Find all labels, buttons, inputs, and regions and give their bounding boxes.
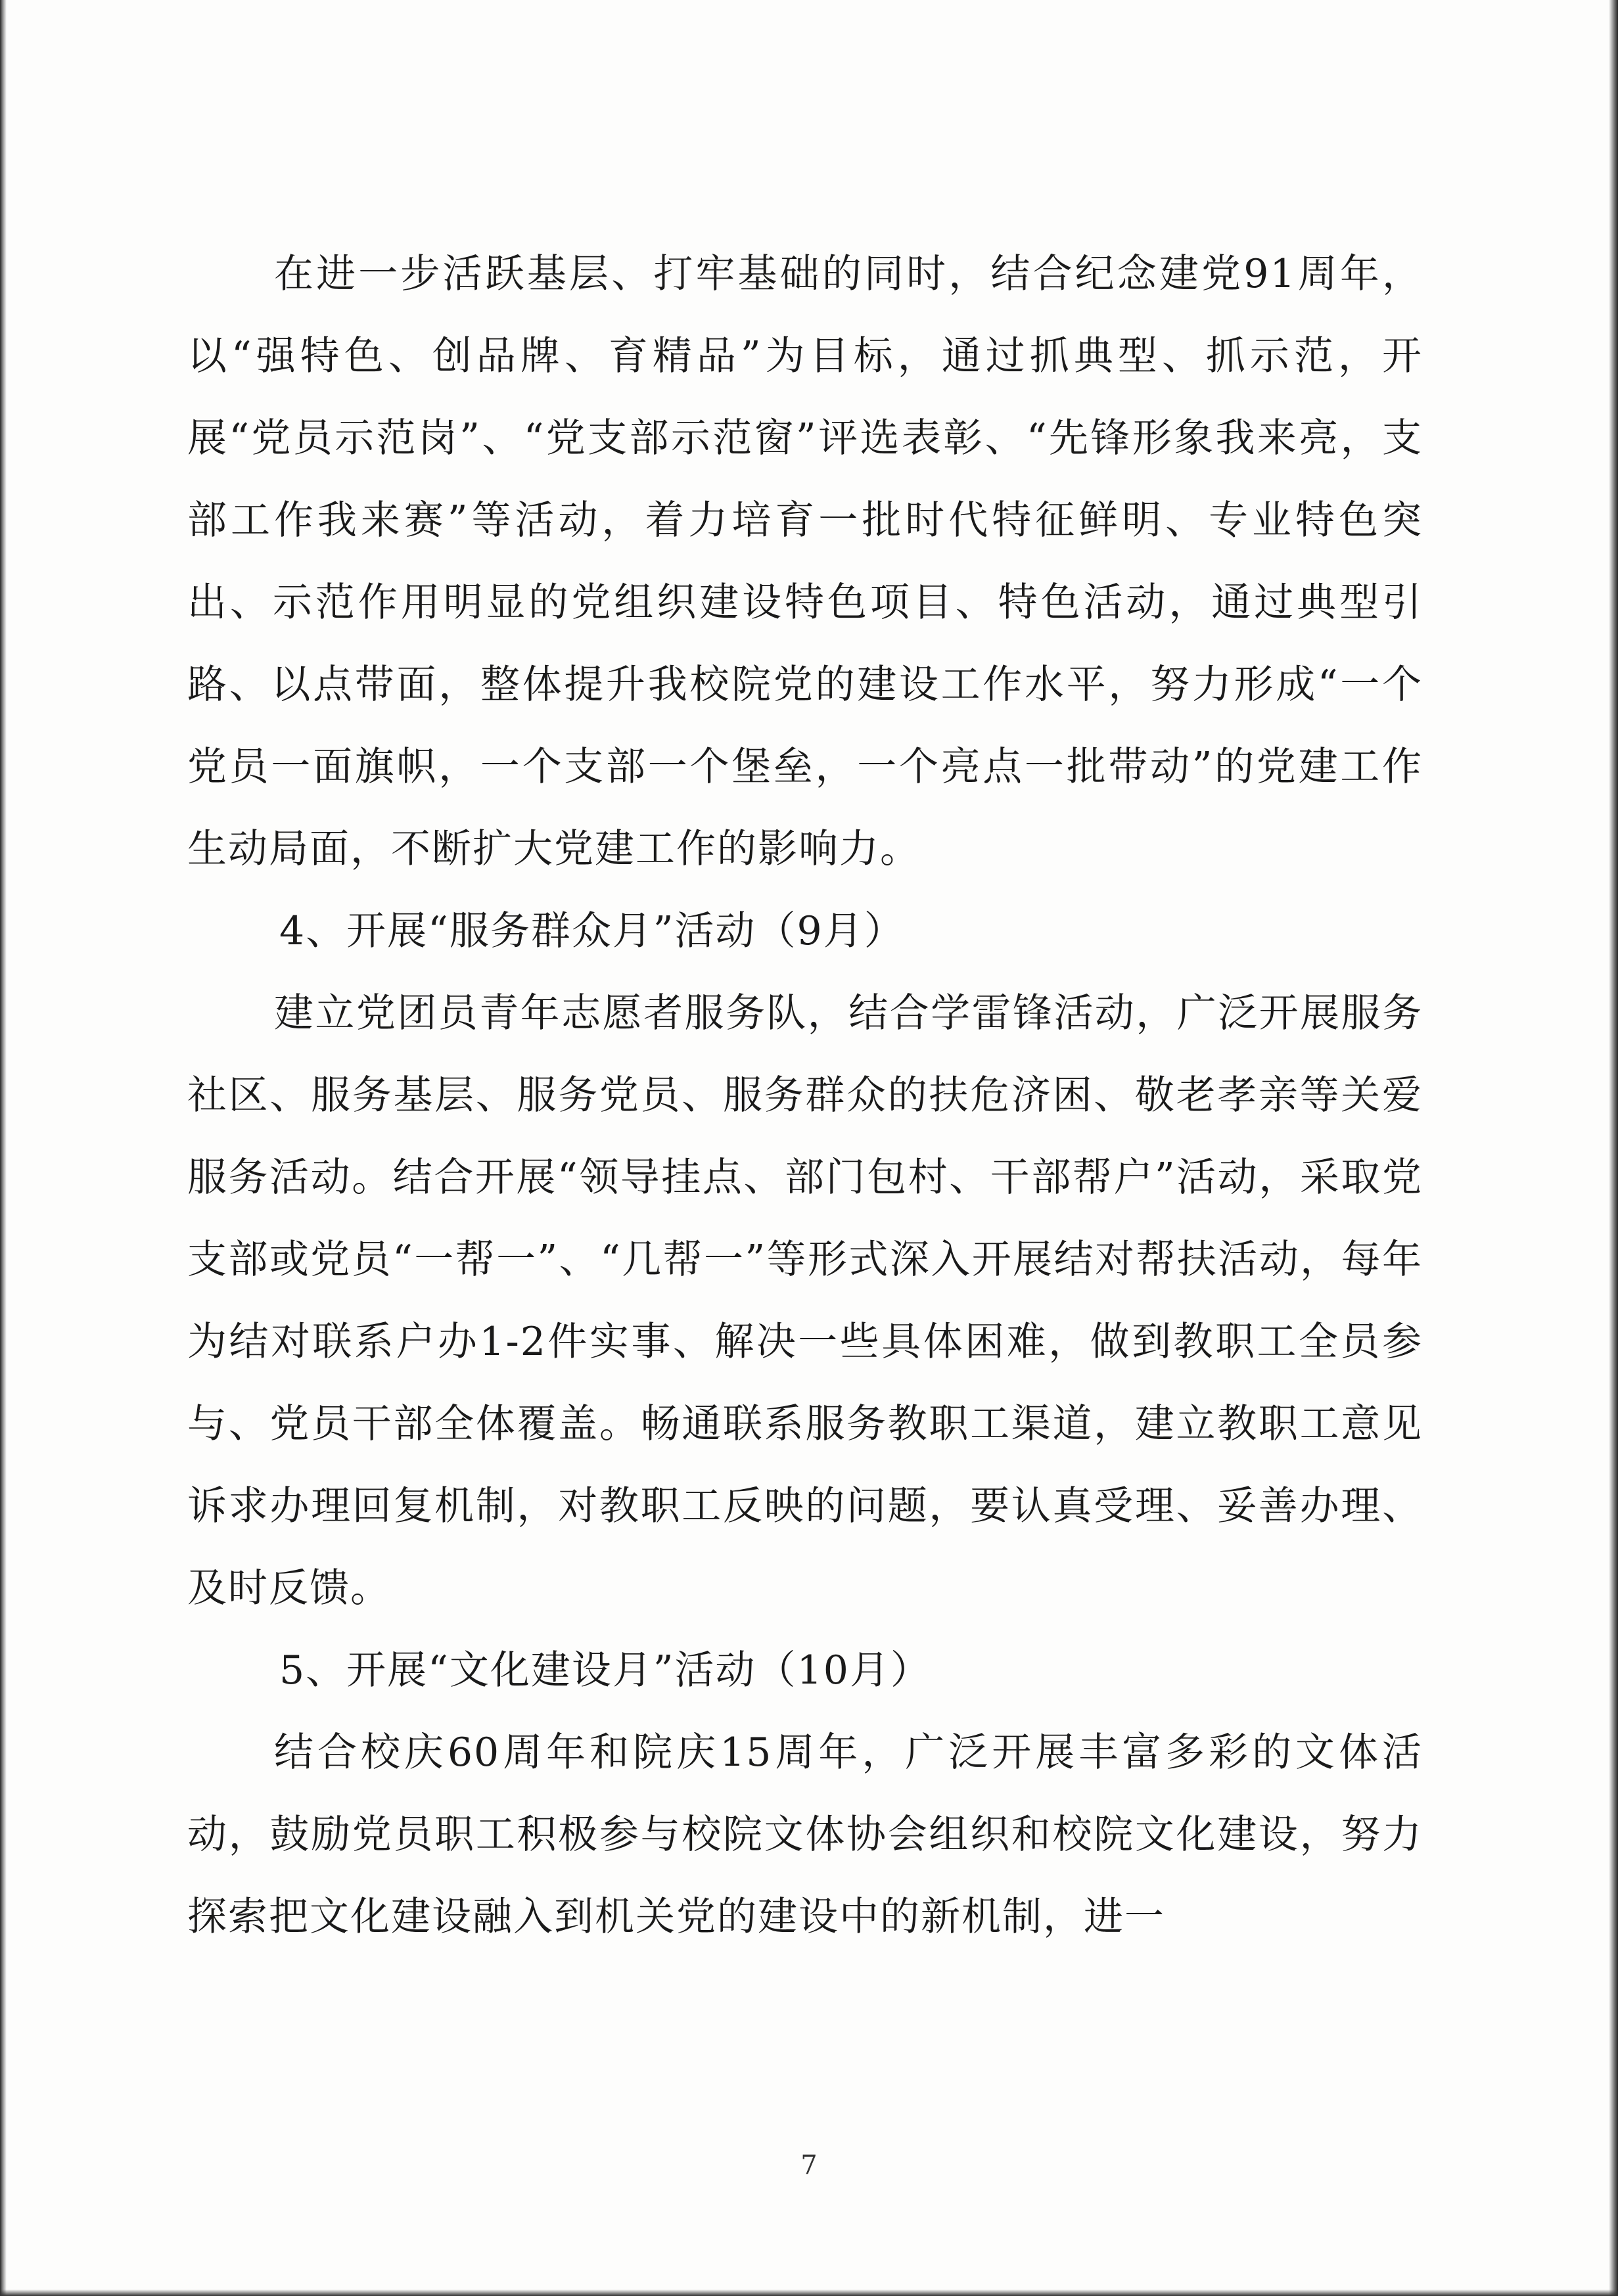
scan-edge-left [0, 0, 7, 2296]
scan-edge-right [1609, 0, 1618, 2296]
scan-edge-bottom [0, 2289, 1618, 2296]
paragraph-culture-activities: 结合校庆60周年和院庆15周年，广泛开展丰富多彩的文体活动，鼓励党员职工积极参与校院文体协会组织和校院文化建设，努力探索把文化建设融入到机关党的建设中的新机制，进一 [187, 1730, 1423, 1940]
page-number: 7 [800, 2150, 818, 2180]
body-text [187, 233, 1423, 1958]
section-heading-culture-month: 5、开展“文化建设月”活动（10月） [279, 1647, 931, 1693]
paragraph-volunteer-service: 建立党团员青年志愿者服务队，结合学雷锋活动，广泛开展服务社区、服务基层、服务党员、服务群众的扶危济困、敬老孝亲等关爱服务活动。结合开展“领导挂点、部门包村、干部帮户”活动，采取党支部或党员“一帮一”、“几帮一”等形式深入开展结对帮扶活动，每年为结对联系户办1-2件实事、解决一些具体困难，做到教职工全员参与、党员干部全体覆盖。畅通联系服务教职工渠道，建立教职工意见诉求办理回复机制，对教职工反映的问题，要认真受理、妥善办理、及时反馈。 [187, 990, 1423, 1611]
paragraph-typical-demonstration: 在进一步活跃基层、打牢基础的同时，结合纪念建党91周年，以“强特色、创品牌、育精品”为目标，通过抓典型、抓示范，开展“党员示范岗”、“党支部示范窗”评选表彰、“先锋形象我来亮，支部工作我来赛”等活动，着力培育一批时代特征鲜明、专业特色突出、示范作用明显的党组织建设特色项目、特色活动，通过典型引路、以点带面，整体提升我校院党的建设工作水平，努力形成“一个党员一面旗帜，一个支部一个堡垒，一个亮点一批带动”的党建工作生动局面，不断扩大党建工作的影响力。 [187, 251, 1423, 872]
section-heading-serve-masses-month: 4、开展“服务群众月”活动（9月） [279, 908, 905, 954]
